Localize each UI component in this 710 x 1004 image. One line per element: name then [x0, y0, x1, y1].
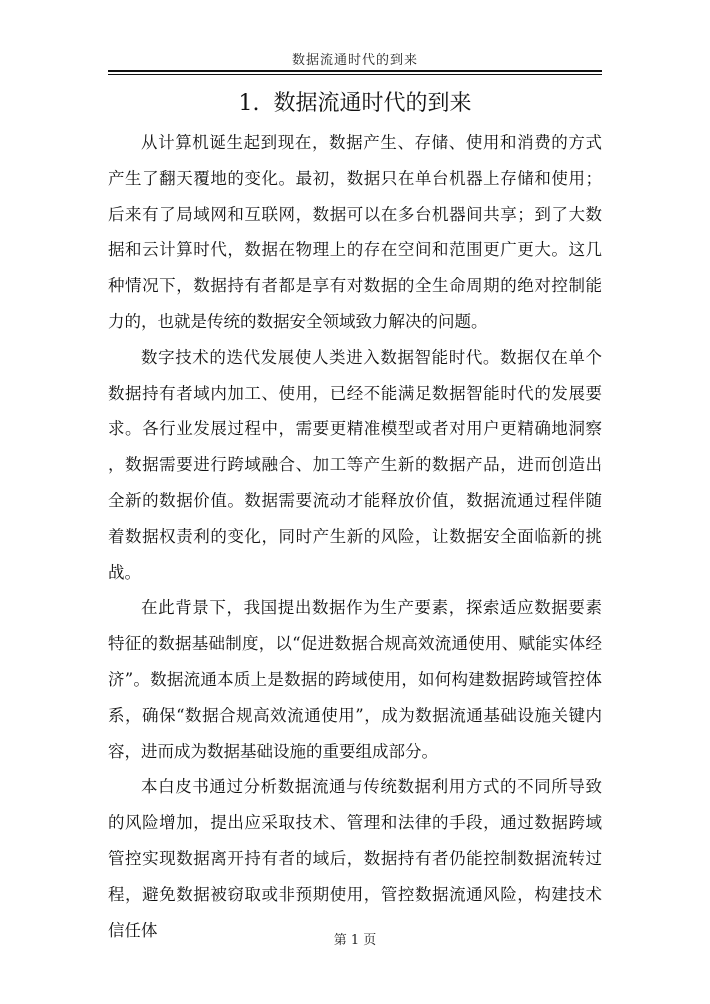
header-rule: [108, 70, 602, 72]
paragraph-2: 数字技术的迭代发展使人类进入数据智能时代。数据仅在单个数据持有者域内加工、使用，已经不能满足数据智能时代的发展要求。各行业发展过程中，需要更精准模型或者对用户更精确地洞察，数据需要进行跨域融合、加工等产生新的数据产品，进而创造出全新的数据价值。数据需要流动才能释放价值，数据流通过程伴随着数据权责利的变化，同时产生新的风险，让数据安全面临新的挑战。: [108, 347, 602, 582]
section-heading: [108, 88, 602, 120]
page-number: 第 1 页: [333, 933, 377, 948]
header-rule-thin: [108, 74, 602, 75]
paragraph-1: 从计算机诞生起到现在，数据产生、存储、使用和消费的方式产生了翻天覆地的变化。最初，数据只在单台机器上存储和使用；后来有了局域网和互联网，数据可以在多台机器间共享；到了大数据和云计算时代，数据在物理上的存在空间和范围更广更大。这几种情况下，数据持有者都是享有对数据的全生命周期的绝对控制能力的，也就是传统的数据安全领域致力解决的问题。: [108, 133, 602, 331]
paragraph-3: 在此背景下，我国提出数据作为生产要素，探索适应数据要素特征的数据基础制度，以“促进数据合规高效流通使用、赋能实体经济”。数据流通本质上是数据的跨域使用，如何构建数据跨域管控体系，确保“数据合规高效流通使用”，成为数据流通基础设施关键内容，进而成为数据基础设施的重要组成部分。: [108, 598, 602, 761]
section-title: 数据流通时代的到来: [273, 91, 472, 116]
body-text: [108, 125, 602, 948]
running-header: 数据流通时代的到来: [291, 53, 418, 68]
paragraph-4: 本白皮书通过分析数据流通与传统数据利用方式的不同所导致的风险增加，提出应采取技术、管理和法律的手段，通过数据跨域管控实现数据离开持有者的域后，数据持有者仍能控制数据流转过程，避免数据被窃取或非预期使用，管控数据流通风险，构建技术信任体: [108, 777, 602, 940]
section-number: 1.: [238, 91, 260, 116]
